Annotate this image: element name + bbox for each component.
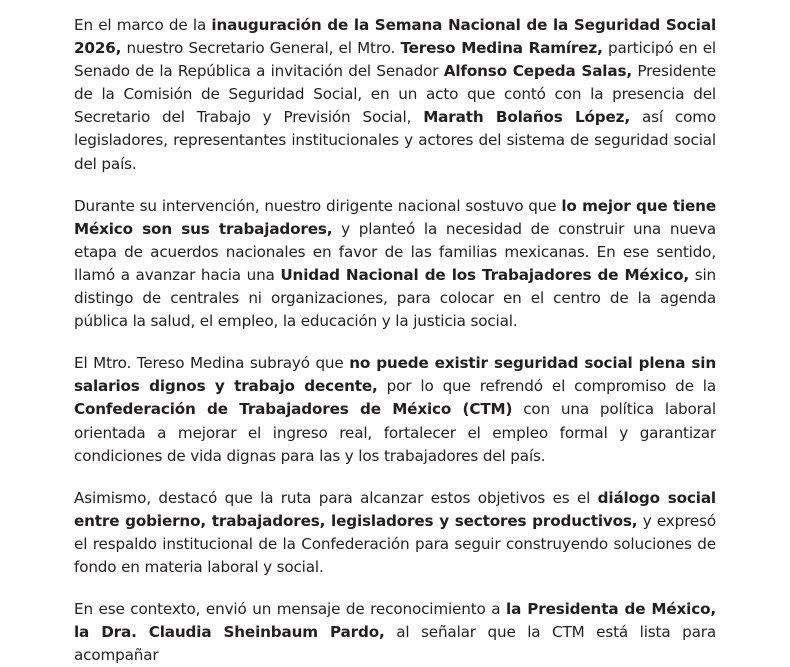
body-text: y planteó la necesidad de construir una nueva etapa de acuerdos nacionales en favor de las familias mexicanas. En ese sentido, llamó a avanzar hacia una: [74, 219, 716, 284]
emphasis-text: Unidad Nacional de los Trabajadores de México,: [280, 265, 690, 284]
body-text: sin distingo de centrales ni organizaciones, para colocar en el centro de la agenda pública la salud, el empleo, la educación y la justicia social.: [74, 265, 716, 331]
emphasis-text: Confederación de Trabajadores de México (CTM): [74, 400, 513, 419]
body-text: con una política laboral orientada a mejorar el ingreso real, fortalecer el empleo formal y garantizar condiciones de vida dignas para las y los trabajadores del país.: [74, 400, 716, 465]
body-text: así como legisladores, representantes institucionales y actores del sistema de seguridad social del país.: [74, 108, 716, 173]
emphasis-text: no puede existir seguridad social plena sin salarios dignos y trabajo decente,: [74, 354, 716, 396]
body-text: El Mtro. Tereso Medina subrayó que: [74, 354, 350, 373]
body-text: participó en el Senado de la República a invitación del Senador: [74, 39, 717, 81]
paragraph-5: [74, 598, 716, 667]
paragraph-4: [74, 487, 716, 579]
body-text: Asimismo, destacó que la ruta para alcanzar estos objetivos es el: [74, 488, 598, 507]
paragraph-1: [74, 14, 716, 176]
emphasis-text: inauguración de la Semana Nacional de la Seguridad Social 2026,: [74, 16, 717, 58]
emphasis-text: lo mejor que tiene México son sus trabajadores,: [74, 196, 716, 238]
emphasis-text: Marath Bolaños López,: [423, 108, 630, 127]
emphasis-text: Tereso Medina Ramírez,: [400, 39, 603, 58]
paragraph-2: [74, 195, 716, 334]
emphasis-text: la Presidenta de México, la Dra. Claudia Sheinbaum Pardo,: [74, 600, 716, 642]
paragraph-3: [74, 352, 716, 467]
emphasis-text: Alfonso Cepeda Salas,: [443, 62, 632, 81]
body-text: Durante su intervención, nuestro dirigente nacional sostuvo que: [74, 196, 562, 215]
emphasis-text: diálogo social entre gobierno, trabajadores, legisladores y sectores productivos,: [74, 488, 716, 530]
body-text: por lo que refrendó el compromiso de la: [377, 377, 717, 396]
body-text: Presidente de la Comisión de Seguridad Social, en un acto que contó con la presencia del Secretario del Trabajo y Previsión Social,: [74, 62, 716, 127]
body-text: nuestro Secretario General, el Mtro.: [121, 39, 401, 58]
body-text: y expresó el respaldo institucional de la Confederación para seguir construyendo soluciones de fondo en materia laboral y social.: [74, 511, 716, 576]
body-text: En el marco de la: [74, 16, 212, 34]
body-text: En ese contexto, envió un mensaje de reconocimiento a: [74, 600, 507, 619]
body-text: al señalar que la CTM está lista para acompañar: [74, 623, 716, 665]
